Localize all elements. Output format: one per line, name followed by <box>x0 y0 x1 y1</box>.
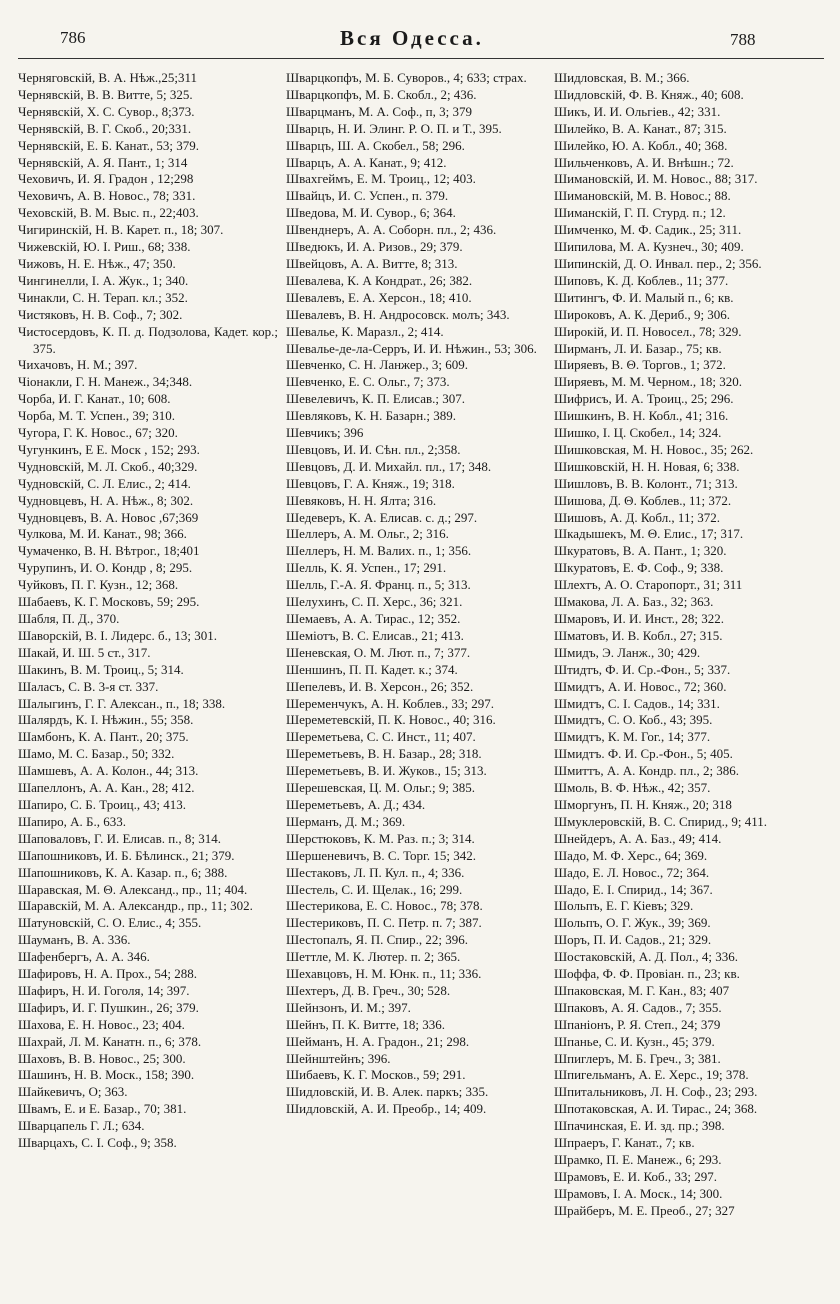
directory-entry: Шевцовъ, Г. А. Княж., 19; 318. <box>286 475 455 491</box>
directory-entry: Шварцъ, Ш. А. Скобел., 58; 296. <box>286 137 465 153</box>
directory-entry: Шаворскій, В. І. Лидерс. б., 13; 301. <box>18 627 217 643</box>
directory-entry: Чистосердовъ, К. П. д. Подзолова, Кадет. кор.; 375. <box>18 323 278 356</box>
directory-entry: Чумаченко, В. Н. Вѣтрог., 18;401 <box>18 543 200 559</box>
directory-entry: Шпаковская, М. Г. Кан., 83; 407 <box>554 982 730 998</box>
directory-entry: Шевцовъ, Д. И. Михайл. пл., 17; 348. <box>286 458 492 474</box>
directory-entry: Чеховскій, В. М. Выс. п., 22;403. <box>18 205 199 221</box>
directory-entry: Шоръ, П. И. Садов., 21; 329. <box>554 932 712 948</box>
directory-entry: Шеневская, О. М. Лют. п., 7; 377. <box>286 644 471 660</box>
directory-entry: Шаласъ, С. В. 3-я ст. 337. <box>18 678 159 694</box>
directory-entry: Шахова, Е. Н. Новос., 23; 404. <box>18 1016 185 1032</box>
directory-entry: Шестаковъ, Л. П. Кул. п., 4; 336. <box>286 864 465 880</box>
directory-entry: Чіонакли, Г. Н. Манеж., 34;348. <box>18 374 193 390</box>
directory-entry: Шрамовъ, Е. И. Коб., 33; 297. <box>554 1168 717 1184</box>
directory-entry: Шадо, М. Ф. Херс., 64; 369. <box>554 847 708 863</box>
directory-entry: Чернявскій, Е. Б. Канат., 53; 379. <box>18 137 200 153</box>
directory-entry: Шкуратовъ, В. А. Пант., 1; 320. <box>554 543 727 559</box>
directory-entry: Шалыгинъ, Г. Г. Алексан., п., 18; 338. <box>18 695 226 711</box>
directory-entry: Шадо, Е. Л. Новос., 72; 364. <box>554 864 710 880</box>
directory-entry: Шейнъ, П. К. Витте, 18; 336. <box>286 1016 445 1032</box>
directory-entry: Чудновцевъ, Н. А. Нѣж., 8; 302. <box>18 492 194 508</box>
directory-entry: Чугора, Г. К. Новос., 67; 320. <box>18 425 178 441</box>
directory-entry: Шереметьевъ, В. Н. Базар., 28; 318. <box>286 746 482 762</box>
directory-entry: Шидловская, В. М.; 366. <box>554 70 690 85</box>
directory-entry: Шабаевъ, К. Г. Московъ, 59; 295. <box>18 594 200 610</box>
directory-entry: Шмакова, Л. А. Баз., 32; 363. <box>554 594 714 610</box>
directory-entry: Шереметевскій, П. К. Новос., 40; 316. <box>286 712 496 728</box>
directory-entry: Шевляковъ, К. Н. Базарн.; 389. <box>286 408 457 424</box>
directory-entry: Широкій, И. П. Новосел., 78; 329. <box>554 323 742 339</box>
directory-entry: Шварцъ, А. А. Канат., 9; 412. <box>286 154 447 170</box>
directory-entry: Шадо, Е. І. Спирид., 14; 367. <box>554 881 713 897</box>
directory-entry: Шмуклеровскій, В. С. Спирид., 9; 411. <box>554 813 768 829</box>
directory-entry: Шишковская, М. Н. Новос., 35; 262. <box>554 441 754 457</box>
directory-entry: Шеттле, М. К. Лютер. п. 2; 365. <box>286 949 461 965</box>
directory-entry: Шафиръ, И. Г. Пушкин., 26; 379. <box>18 999 199 1015</box>
directory-entry: Шишкинъ, В. Н. Кобл., 41; 316. <box>554 408 729 424</box>
directory-entry: Шитингъ, Ф. И. Малый п., 6; кв. <box>554 289 734 305</box>
directory-entry: Шипилова, М. А. Кузнеч., 30; 409. <box>554 239 744 255</box>
directory-entry: Шевалевъ, В. Н. Андросовск. молъ; 343. <box>286 306 510 322</box>
directory-entry: Шпиглеръ, М. Б. Греч., 3; 381. <box>554 1050 721 1066</box>
directory-entry: Шевченко, С. Н. Ланжер., 3; 609. <box>286 357 468 373</box>
directory-entry: Шишко, І. Ц. Скобел., 14; 324. <box>554 425 722 441</box>
directory-entry: Шафиръ, Н. И. Гоголя, 14; 397. <box>18 982 190 998</box>
directory-entry: Шереметьевъ, А. Д.; 434. <box>286 796 426 812</box>
directory-entry: Чернявскій, Х. С. Сувор., 8;373. <box>18 103 195 119</box>
directory-entry: Чернявскій, А. Я. Пант., 1; 314 <box>18 154 188 170</box>
directory-entry: Шкуратовъ, Е. Ф. Соф., 9; 338. <box>554 560 724 576</box>
directory-entry: Шейнштейнъ; 396. <box>286 1050 391 1066</box>
directory-entry: Шпитальниковъ, Л. Н. Соф., 23; 293. <box>554 1084 758 1100</box>
directory-entry: Шварцкопфъ, М. Б. Суворов., 4; 633; страх. <box>286 70 527 85</box>
directory-entry: Шишовъ, А. Д. Кобл., 11; 372. <box>554 509 721 525</box>
directory-entry: Шедеверъ, К. А. Елисав. с. д.; 297. <box>286 509 478 525</box>
directory-entry: Шпачинская, Е. И. зд. пр.; 398. <box>554 1118 725 1134</box>
directory-entry: Шевалье, К. Маразл., 2; 414. <box>286 323 444 339</box>
directory-entry: Шаховъ, В. В. Новос., 25; 300. <box>18 1050 186 1066</box>
directory-entry: Шашинъ, Н. В. Моск., 158; 390. <box>18 1067 195 1083</box>
directory-entry: Ширяевъ, В. Θ. Торгов., 1; 372. <box>554 357 726 373</box>
directory-entry: Шафенбергъ, А. А. 346. <box>18 949 150 965</box>
directory-entry: Шрамовъ, І. А. Моск., 14; 300. <box>554 1185 723 1201</box>
directory-entry: Шаравская, М. Θ. Александ., пр., 11; 404. <box>18 881 248 897</box>
directory-entry: Шимановскій, И. М. Новос., 88; 317. <box>554 171 758 187</box>
directory-entry: Шпаковъ, А. Я. Садов., 7; 355. <box>554 999 722 1015</box>
directory-entry: Шишловъ, В. В. Колонт., 71; 313. <box>554 475 738 491</box>
directory-entry: Шифрисъ, И. А. Троиц., 25; 296. <box>554 391 734 407</box>
directory-entry: Шварцкопфъ, М. Б. Скобл., 2; 436. <box>286 86 477 102</box>
directory-entry: Шнейдеръ, А. А. Баз., 49; 414. <box>554 830 722 846</box>
column-2 <box>286 70 546 1118</box>
directory-entry: Шварцманъ, М. А. Соф., п, 3; 379 <box>286 103 473 119</box>
directory-entry: Шевцовъ, И. И. Сѣн. пл., 2;358. <box>286 441 461 457</box>
running-title: Вся Одесса. <box>340 26 484 50</box>
directory-entry: Шиповъ, К. Д. Коблев., 11; 377. <box>554 272 729 288</box>
directory-entry: Шафировъ, Н. А. Прох., 54; 288. <box>18 966 198 982</box>
directory-entry: Шестопалъ, Я. П. Спир., 22; 396. <box>286 932 469 948</box>
directory-entry: Шидловскій, Ф. В. Княж., 40; 608. <box>554 86 744 102</box>
directory-entry: Шипинскій, Д. О. Инвал. пер., 2; 356. <box>554 255 762 271</box>
directory-entry: Чингинелли, І. А. Жук., 1; 340. <box>18 272 189 288</box>
directory-entry: Шмиттъ, А. А. Кондр. пл., 2; 386. <box>554 763 740 779</box>
directory-entry: Шидловскій, И. В. Алек. паркъ; 335. <box>286 1084 489 1100</box>
directory-entry: Шведюкъ, И. А. Ризов., 29; 379. <box>286 239 463 255</box>
directory-entry: Шмидтъ, С. О. Коб., 43; 395. <box>554 712 713 728</box>
directory-entry: Шевалье-де-ла-Серръ, И. И. Нѣжин., 53; 306. <box>286 340 537 356</box>
directory-entry: Шмоль, В. Ф. Нѣж., 42; 357. <box>554 780 711 796</box>
directory-entry: Шрайберъ, М. Е. Преоб., 27; 327 <box>554 1202 735 1218</box>
column-1 <box>18 70 278 1152</box>
directory-entry: Чудновскій, М. Л. Скоб., 40;329. <box>18 458 198 474</box>
directory-entry: Шеншинъ, П. П. Кадет. к.; 374. <box>286 661 458 677</box>
directory-entry: Шехтеръ, Д. В. Греч., 30; 528. <box>286 982 451 998</box>
directory-entry: Шмидтъ. Ф. И. Ср.-Фон., 5; 405. <box>554 746 733 762</box>
directory-entry: Шиманскій, Г. П. Стурд. п.; 12. <box>554 205 726 221</box>
directory-entry: Шольпъ, О. Г. Жук., 39; 369. <box>554 915 711 931</box>
directory-entry: Штидтъ, Ф. И. Ср.-Фон., 5; 337. <box>554 661 731 677</box>
directory-entry: Шварцахъ, С. І. Соф., 9; 358. <box>18 1135 177 1151</box>
directory-entry: Шейманъ, Н. А. Градон., 21; 298. <box>286 1033 470 1049</box>
directory-entry: Шакинъ, В. М. Троиц., 5; 314. <box>18 661 184 677</box>
directory-entry: Ширяевъ, М. М. Черном., 18; 320. <box>554 374 742 390</box>
directory-entry: Черняговскій, В. А. Нѣж.,25;311 <box>18 70 197 85</box>
directory-entry: Швенднеръ, А. А. Соборн. пл., 2; 436. <box>286 222 497 238</box>
directory-entry: Шапиро, А. Б., 633. <box>18 813 126 829</box>
directory-entry: Шамо, М. С. Базар., 50; 332. <box>18 746 175 762</box>
directory-entry: Шевалевъ, Е. А. Херсон., 18; 410. <box>286 289 472 305</box>
directory-entry: Широковъ, А. К. Дериб., 9; 306. <box>554 306 731 322</box>
directory-entry: Шестель, С. И. Щелак., 16; 299. <box>286 881 463 897</box>
directory-entry: Шепелевъ, И. В. Херсон., 26; 352. <box>286 678 474 694</box>
directory-entry: Шлехтъ, А. О. Старопорт., 31; 311 <box>554 577 743 593</box>
directory-entry: Ширманъ, Л. И. Базар., 75; кв. <box>554 340 722 356</box>
directory-entry: Шершеневичъ, В. С. Торг. 15; 342. <box>286 847 477 863</box>
directory-entry: Шпраеръ, Г. Канат., 7; кв. <box>554 1135 695 1151</box>
directory-entry: Шкадышекъ, М. Θ. Елис., 17; 317. <box>554 526 744 542</box>
directory-entry: Шимановскій, М. В. Новос.; 88. <box>554 188 731 204</box>
directory-entry: Шевчикъ; 396 <box>286 425 364 441</box>
page-number-right: 788 <box>730 30 756 49</box>
directory-entry: Шевченко, Е. С. Ольг., 7; 373. <box>286 374 450 390</box>
directory-entry: Шпотаковская, А. И. Тирас., 24; 368. <box>554 1101 758 1117</box>
directory-entry: Чижовъ, Н. Е. Нѣж., 47; 350. <box>18 255 176 271</box>
directory-entry: Шмаровъ, И. И. Инст., 28; 322. <box>554 611 725 626</box>
directory-entry: Швахгеймъ, Е. М. Троиц., 12; 403. <box>286 171 476 187</box>
directory-entry: Шеллеръ, Н. М. Валих. п., 1; 356. <box>286 543 472 559</box>
directory-entry: Шерманъ, Д. М.; 369. <box>286 813 406 829</box>
column-3 <box>554 70 814 1220</box>
directory-entry: Чинакли, С. Н. Терап. кл.; 352. <box>18 289 188 305</box>
directory-entry: Чудновскій, С. Л. Елис., 2; 414. <box>18 475 191 491</box>
directory-entry: Шатуновскій, С. О. Елис., 4; 355. <box>18 915 202 931</box>
directory-entry: Чернявскій, В. Г. Скоб., 20;331. <box>18 120 192 136</box>
directory-entry: Швамъ, Е. и Е. Базар., 70; 381. <box>18 1101 187 1117</box>
directory-entry: Шидловскій, А. И. Преобр., 14; 409. <box>286 1101 487 1117</box>
directory-entry: Чудновцевъ, В. А. Новос ,67;369 <box>18 509 199 525</box>
directory-entry: Шимченко, М. Ф. Садик., 25; 311. <box>554 222 742 238</box>
directory-entry: Шауманъ, В. А. 336. <box>18 932 131 948</box>
directory-entry: Шрамко, П. Е. Манеж., 6; 293. <box>554 1152 722 1167</box>
directory-entry: Шморгунъ, П. Н. Княж., 20; 318 <box>554 796 732 812</box>
directory-entry: Шапошниковъ, И. Б. Бѣлинск., 21; 379. <box>18 847 235 863</box>
directory-entry: Шерстюковъ, К. М. Раз. п.; 3; 314. <box>286 830 475 846</box>
directory-entry: Шемаевъ, А. А. Тирас., 12; 352. <box>286 611 461 626</box>
directory-entry: Шилейко, В. А. Канат., 87; 315. <box>554 120 727 136</box>
directory-entry: Швейцовъ, А. А. Витте, 8; 313. <box>286 255 458 271</box>
directory-entry: Шабля, П. Д., 370. <box>18 611 120 626</box>
directory-entry: Шпанье, С. И. Кузн., 45; 379. <box>554 1033 715 1049</box>
directory-entry: Шапиро, С. Б. Троиц., 43; 413. <box>18 796 186 812</box>
directory-entry: Шоффа, Ф. Ф. Провіан. п., 23; кв. <box>554 966 740 982</box>
directory-entry: Шереметьева, С. С. Инст., 11; 407. <box>286 729 476 745</box>
directory-entry: Шамшевъ, А. А. Колон., 44; 313. <box>18 763 199 779</box>
directory-entry: Чеховичъ, И. Я. Градон , 12;298 <box>18 171 194 187</box>
directory-entry: Шакай, И. Ш. 5 ст., 317. <box>18 644 151 660</box>
directory-entry: Шелль, К. Я. Успен., 17; 291. <box>286 560 447 576</box>
directory-entry: Шильченковъ, А. И. Внѣшн.; 72. <box>554 154 734 170</box>
directory-entry: Шаповаловъ, Г. И. Елисав. п., 8; 314. <box>18 830 222 846</box>
directory-entry: Шпаніонъ, Р. Я. Степ., 24; 379 <box>554 1016 721 1032</box>
directory-entry: Шахрай, Л. М. Канатн. п., 6; 378. <box>18 1033 202 1049</box>
directory-entry: Шилейко, Ю. А. Кобл., 40; 368. <box>554 137 728 153</box>
page-number-left: 786 <box>60 28 86 47</box>
directory-entry: Шейнзонъ, И. М.; 397. <box>286 999 411 1015</box>
directory-entry: Шелль, Г.-А. Я. Франц. п., 5; 313. <box>286 577 471 593</box>
directory-entry: Шматовъ, И. В. Кобл., 27; 315. <box>554 627 723 643</box>
directory-entry: Шмидтъ, С. І. Садов., 14; 331. <box>554 695 720 711</box>
directory-entry: Шерешевская, Ц. М. Ольг.; 9; 385. <box>286 780 475 796</box>
directory-entry: Шалярдъ, К. І. Нѣжин., 55; 358. <box>18 712 194 728</box>
directory-entry: Шапошниковъ, К. А. Казар. п., 6; 388. <box>18 864 228 880</box>
directory-entry: Чуйковъ, П. Г. Кузн., 12; 368. <box>18 577 179 593</box>
directory-entry: Шестериковъ, П. С. Петр. п. 7; 387. <box>286 915 482 931</box>
directory-entry: Шпигельманъ, А. Е. Херс., 19; 378. <box>554 1067 749 1083</box>
directory-entry: Шестерикова, Е. С. Новос., 78; 378. <box>286 898 483 914</box>
directory-entry: Чорба, И. Г. Канат., 10; 608. <box>18 391 171 407</box>
directory-entry: Шмидтъ, К. М. Гог., 14; 377. <box>554 729 711 745</box>
directory-entry: Чугункинъ, Е Е. Моск , 152; 293. <box>18 441 200 457</box>
directory-entry: Чеховичъ, А. В. Новос., 78; 331. <box>18 188 196 204</box>
directory-entry: Шамбонъ, К. А. Пант., 20; 375. <box>18 729 189 745</box>
directory-entry: Шевелевичъ, К. П. Елисав.; 307. <box>286 391 465 407</box>
directory-entry: Шведова, М. И. Сувор., 6; 364. <box>286 205 456 221</box>
header-rule <box>18 58 824 59</box>
directory-entry: Шибаевъ, К. Г. Москов., 59; 291. <box>286 1067 466 1083</box>
directory-entry: Шехавцовъ, Н. М. Юнк. п., 11; 336. <box>286 966 482 982</box>
directory-entry: Шеллеръ, А. М. Ольг., 2; 316. <box>286 526 449 542</box>
directory-entry: Чигиринскій, Н. В. Карет. п., 18; 307. <box>18 222 224 238</box>
directory-entry: Шаравскій, М. А. Александр., пр., 11; 302. <box>18 898 253 914</box>
directory-entry: Шайкевичъ, О; 363. <box>18 1084 128 1100</box>
directory-entry: Чижевскій, Ю. І. Риш., 68; 338. <box>18 239 191 255</box>
directory-entry: Шварцъ, Н. И. Элинг. Р. О. П. и Т., 395. <box>286 120 502 136</box>
directory-entry: Чихачовъ, Н. М.; 397. <box>18 357 138 373</box>
directory-entry: Швайцъ, И. С. Успен., п. 379. <box>286 188 449 204</box>
directory-entry: Чорба, М. Т. Успен., 39; 310. <box>18 408 175 424</box>
directory-entry: Шварцапель Г. Л.; 634. <box>18 1118 145 1134</box>
directory-entry: Шмидтъ, А. И. Новос., 72; 360. <box>554 678 727 694</box>
directory-entry: Шмидъ, Э. Ланж., 30; 429. <box>554 644 701 660</box>
directory-entry: Шевалева, К. А Кондрат., 26; 382. <box>286 272 473 288</box>
page-header <box>0 0 840 64</box>
directory-entry: Чурупинъ, И. О. Кондр , 8; 295. <box>18 560 193 576</box>
directory-entry: Шостаковскій, А. Д. Пол., 4; 336. <box>554 949 739 965</box>
directory-entry: Чулкова, М. И. Канат., 98; 366. <box>18 526 187 542</box>
directory-entry: Чистяковъ, Н. В. Соф., 7; 302. <box>18 306 183 322</box>
directory-entry: Шереметьевъ, В. И. Жуков., 15; 313. <box>286 763 487 779</box>
directory-entry: Шольпъ, Е. Г. Кіевъ; 329. <box>554 898 694 914</box>
directory-entry: Шевяковъ, Н. Н. Ялта; 316. <box>286 492 437 508</box>
directory-entry: Шикъ, И. И. Ольгіев., 42; 331. <box>554 103 721 119</box>
directory-entry: Чернявскій, В. В. Витте, 5; 325. <box>18 86 193 102</box>
directory-entry: Шапеллонъ, А. А. Кан., 28; 412. <box>18 780 195 796</box>
directory-entry: Шеміотъ, В. С. Елисав., 21; 413. <box>286 627 464 643</box>
directory-entry: Шелухинъ, С. П. Херс., 36; 321. <box>286 594 463 610</box>
directory-entry: Шишковскій, Н. Н. Новая, 6; 338. <box>554 458 740 474</box>
directory-entry: Шеременчукъ, А. Н. Коблев., 33; 297. <box>286 695 495 711</box>
directory-entry: Шишова, Д. Θ. Коблев., 11; 372. <box>554 492 732 508</box>
